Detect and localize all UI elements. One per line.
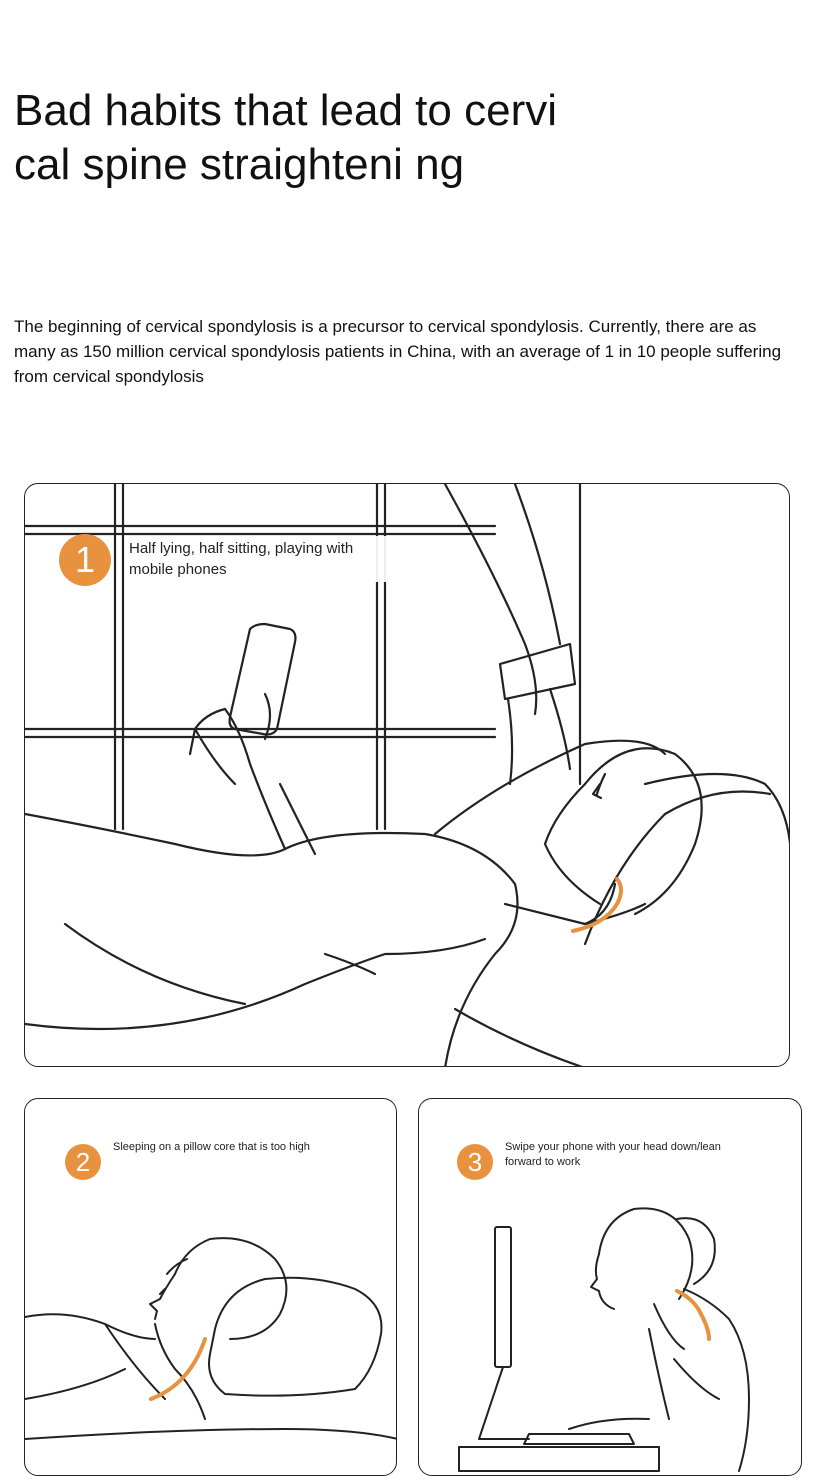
habit-caption: Half lying, half sitting, playing with mobile phones (125, 536, 388, 582)
page-title: Bad habits that lead to cervical spine straighteni ng (14, 86, 557, 189)
habit-caption: Swipe your phone with your head down/lean forward to work (505, 1140, 760, 1170)
number-badge-icon (65, 1144, 101, 1180)
badge-number: 3 (467, 1146, 483, 1177)
badge-number: 1 (74, 539, 96, 580)
number-badge-icon (59, 534, 111, 586)
number-badge-icon (457, 1144, 493, 1180)
badge-number: 2 (75, 1146, 91, 1177)
habit-panel-2 (24, 1098, 397, 1476)
intro-paragraph: The beginning of cervical spondylosis is a precursor to cervical spondylosis. Currently, there are as many as 150 million cervical spondylosis patients in China, with an average of 1 in 10 people suffering from cervical spondylosis (14, 317, 782, 386)
habit-panel-3 (418, 1098, 802, 1476)
habit-panel-1 (24, 483, 790, 1067)
habit-caption: Sleeping on a pillow core that is too high (113, 1140, 353, 1155)
